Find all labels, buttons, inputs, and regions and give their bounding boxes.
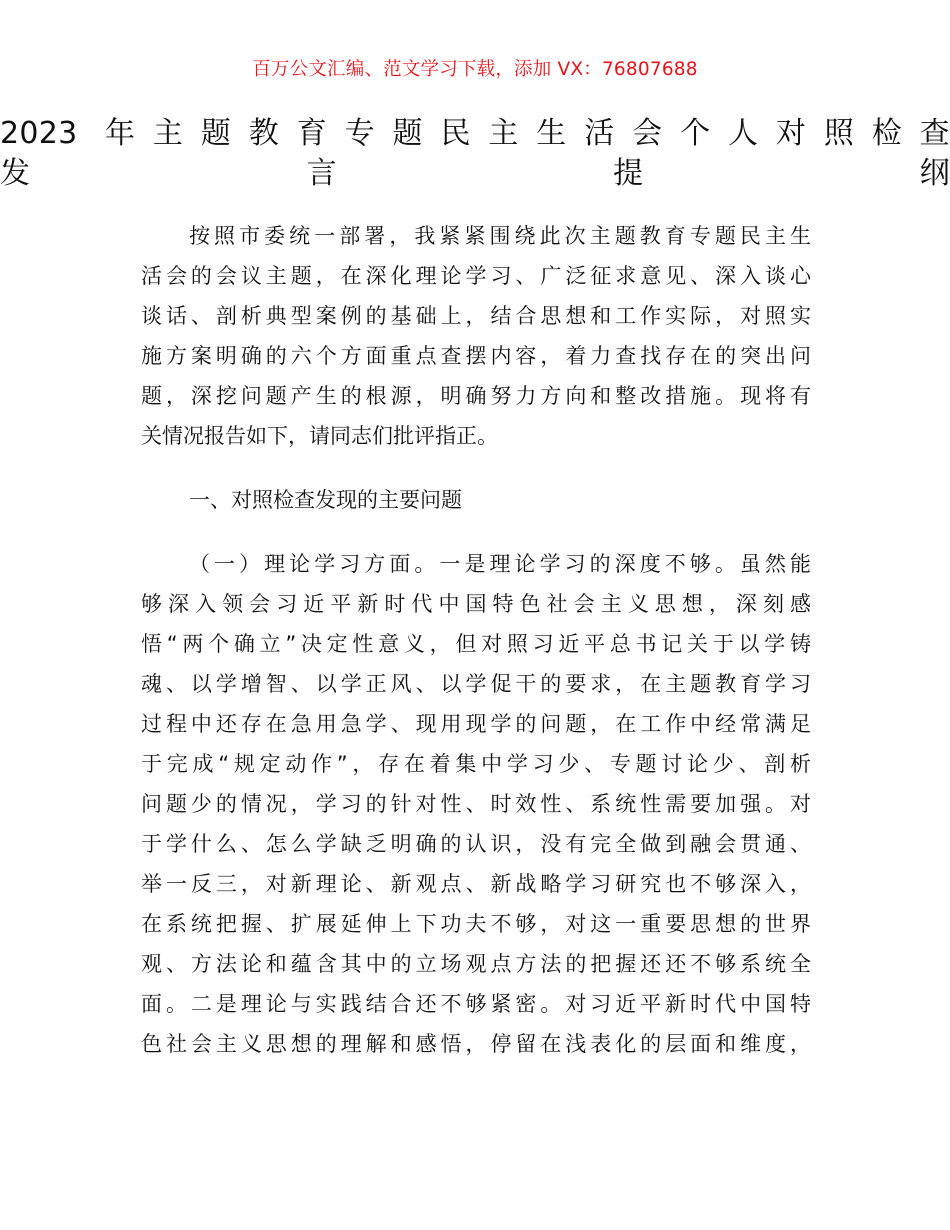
text-line: 施方案明确的六个方面重点查摆内容，着力查找存在的突出问	[141, 344, 811, 368]
title-line-2: 发言提纲	[0, 156, 950, 191]
text-line: 题，深挖问题产生的根源，明确努力方向和整改措施。现将有	[141, 384, 811, 408]
text-line: 悟“两个确立”决定性意义，但对照习近平总书记关于以学铸	[141, 632, 811, 656]
section-heading-text: 一、对照检查发现的主要问题	[189, 488, 462, 512]
text-line: 问题少的情况，学习的针对性、时效性、系统性需要加强。对	[141, 792, 811, 816]
text-line: 够深入领会习近平新时代中国特色社会主义思想，深刻感	[141, 592, 811, 616]
text-line: 过程中还存在急用急学、现用现学的问题，在工作中经常满足	[141, 712, 811, 736]
text-line: 色社会主义思想的理解和感悟，停留在浅表化的层面和维度，	[141, 1032, 811, 1056]
paragraph-spacer	[141, 520, 811, 544]
text-line: 关情况报告如下，请同志们批评指正。	[141, 424, 498, 448]
text-line: 魂、以学增智、以学正风、以学促干的要求，在主题教育学习	[141, 672, 811, 696]
text-line: 于完成“规定动作”，存在着集中学习少、专题讨论少、剖析	[141, 752, 811, 776]
title-line-1: 2023 年主题教育专题民主生活会个人对照检查	[0, 116, 950, 151]
intro-paragraph	[141, 216, 811, 456]
section-paragraph	[141, 544, 811, 1064]
paragraph-spacer	[141, 456, 811, 480]
text-line: 观、方法论和蕴含其中的立场观点方法的把握还还不够系统全	[141, 952, 811, 976]
text-line: 按照市委统一部署，我紧紧围绕此次主题教育专题民主生	[189, 224, 811, 248]
document-title	[0, 112, 950, 192]
text-line: （一）理论学习方面。一是理论学习的深度不够。虽然能	[189, 552, 811, 576]
section-heading	[141, 480, 811, 520]
text-line: 在系统把握、扩展延伸上下功夫不够，对这一重要思想的世界	[141, 912, 811, 936]
document-body	[141, 216, 811, 1064]
text-line: 举一反三，对新理论、新观点、新战略学习研究也不够深入，	[141, 872, 811, 896]
text-line: 活会的会议主题，在深化理论学习、广泛征求意见、深入谈心	[141, 264, 811, 288]
text-line: 于学什么、怎么学缺乏明确的认识，没有完全做到融会贯通、	[141, 832, 811, 856]
text-line: 谈话、剖析典型案例的基础上，结合思想和工作实际，对照实	[141, 304, 811, 328]
text-line: 面。二是理论与实践结合还不够紧密。对习近平新时代中国特	[141, 992, 811, 1016]
watermark-header: 百万公文汇编、范文学习下载，添加 VX：76807688	[252, 59, 698, 80]
